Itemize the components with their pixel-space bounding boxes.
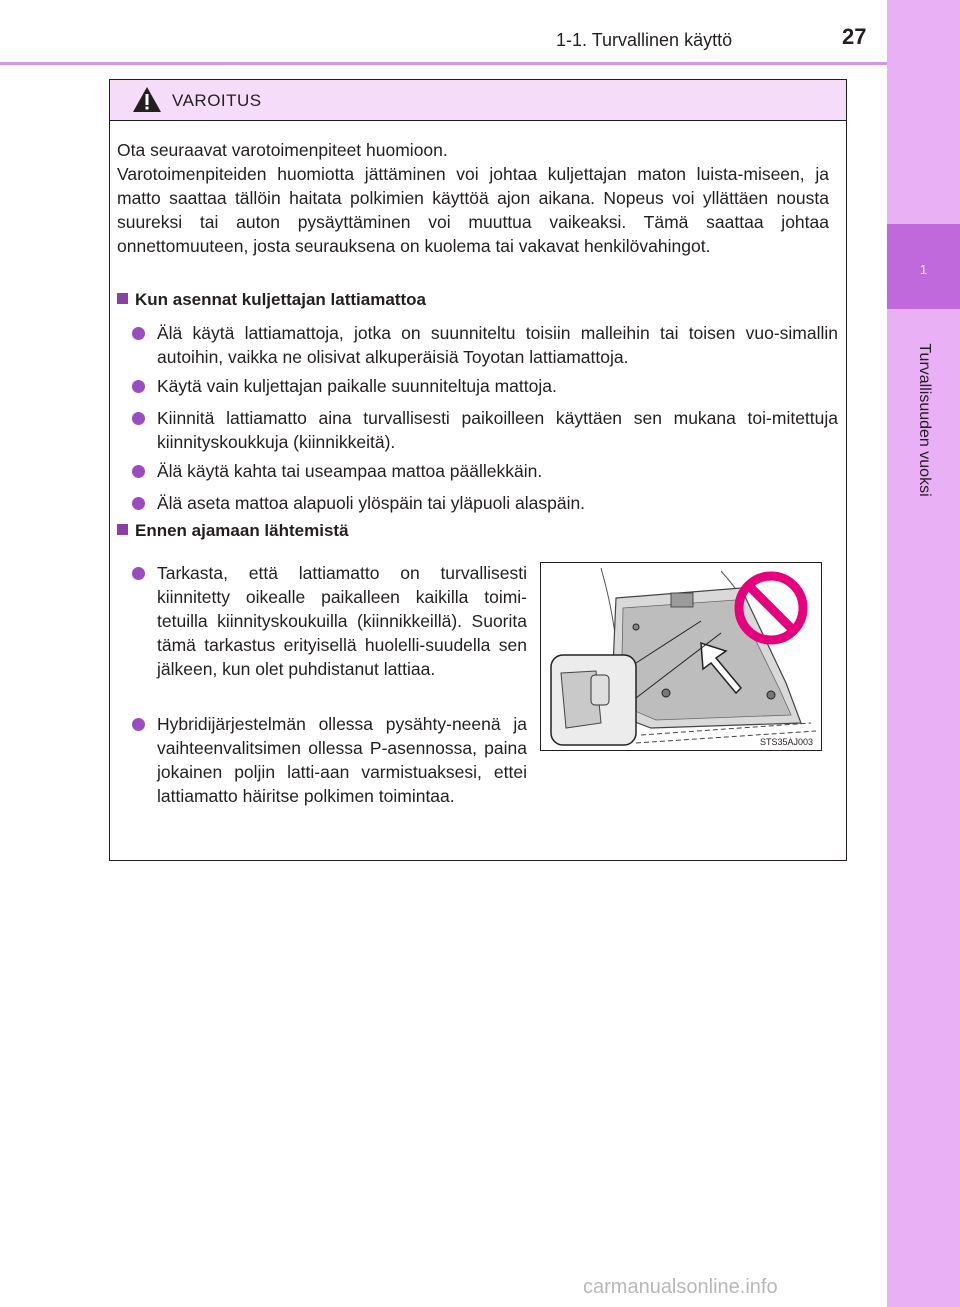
bullet-item bbox=[132, 374, 838, 398]
bullet-text: Älä aseta mattoa alapuoli ylöspäin tai yläpuoli alaspäin. bbox=[157, 493, 586, 513]
section-title: 1-1. Turvallinen käyttö bbox=[556, 30, 733, 50]
section-heading-install bbox=[117, 290, 426, 310]
floor-mat-drawing bbox=[541, 563, 821, 750]
bullet-dot-icon bbox=[132, 412, 145, 425]
heading-text: Kun asennat kuljettajan lattiamattoa bbox=[135, 290, 426, 309]
chapter-number-box bbox=[887, 224, 960, 309]
watermark: carmanualsonline.info bbox=[583, 1276, 778, 1298]
square-bullet-icon bbox=[117, 524, 128, 535]
section-heading-before-driving bbox=[117, 521, 349, 541]
bullet-item bbox=[132, 561, 527, 681]
bullet-dot-icon bbox=[132, 567, 145, 580]
header-rule bbox=[0, 62, 887, 65]
bullet-text: Älä käytä lattiamattoja, jotka on suunniteltu toisiin malleihin tai toisen vuo-simallin autoihin, vaikka ne olisivat alkuperäisiä Toyotan lattiamattoja. bbox=[157, 323, 838, 367]
bullet-text: Tarkasta, että lattiamatto on turvallisesti kiinnitetty oikealle paikalleen kaikilla toimi-tetuilla kiinnityskoukuilla (kiinnikkeillä). Suorita tämä tarkastus erityisellä huolelli-suudella sen jälkeen, kun olet puhdistanut lattiaa. bbox=[157, 563, 527, 679]
bullet-dot-icon bbox=[132, 327, 145, 340]
warning-box bbox=[109, 79, 847, 861]
floor-mat-illustration bbox=[540, 562, 822, 751]
bullet-dot-icon bbox=[132, 465, 145, 478]
bullet-text: Kiinnitä lattiamatto aina turvallisesti paikoilleen käyttäen sen mukana toi-mitettuja kiinnityskoukkuja (kiinnikkeitä). bbox=[157, 408, 838, 452]
bullet-item bbox=[132, 491, 838, 515]
bullet-item bbox=[132, 321, 838, 369]
bullet-text: Hybridijärjestelmän ollessa pysähty-neenä ja vaihteenvalitsimen ollessa P-asennossa, paina jokainen poljin latti-aan varmistuaksesi, ettei lattiamatto häiritse polkimen toimintaa. bbox=[157, 714, 527, 806]
bullet-text: Älä käytä kahta tai useampaa mattoa päällekkäin. bbox=[157, 461, 543, 481]
bullet-item bbox=[132, 406, 838, 454]
warning-intro bbox=[117, 138, 829, 258]
side-tab bbox=[887, 0, 960, 1307]
warning-triangle-icon bbox=[132, 86, 162, 113]
bullet-dot-icon bbox=[132, 380, 145, 393]
bullet-item bbox=[132, 459, 838, 483]
bullet-dot-icon bbox=[132, 718, 145, 731]
intro-paragraph: Varotoimenpiteiden huomiotta jättäminen voi johtaa kuljettajan maton luista-miseen, ja matto saattaa tällöin haitata polkimien käyttöä ajon aikana. Nopeus voi yllättäen nousta suureksi tai auton pysäyttäminen voi muuttua vaikeaksi. Tämä saattaa johtaa onnettomuuteen, josta seurauksena on kuolema tai vakavat henkilövahingot. bbox=[117, 164, 829, 256]
warning-title: VAROITUS bbox=[172, 91, 262, 110]
warning-header bbox=[110, 80, 846, 121]
chapter-number: 1 bbox=[919, 262, 928, 277]
bullet-text: Käytä vain kuljettajan paikalle suunniteltuja mattoja. bbox=[157, 376, 557, 396]
illustration-code: STS35AJ003 bbox=[759, 737, 813, 747]
bullet-dot-icon bbox=[132, 497, 145, 510]
intro-line: Ota seuraavat varotoimenpiteet huomioon. bbox=[117, 140, 448, 160]
chapter-label: Turvallisuuden vuoksi bbox=[916, 343, 933, 497]
page-number: 27 bbox=[842, 24, 867, 49]
heading-text: Ennen ajamaan lähtemistä bbox=[135, 521, 349, 540]
square-bullet-icon bbox=[117, 293, 128, 304]
bullet-item bbox=[132, 712, 527, 808]
